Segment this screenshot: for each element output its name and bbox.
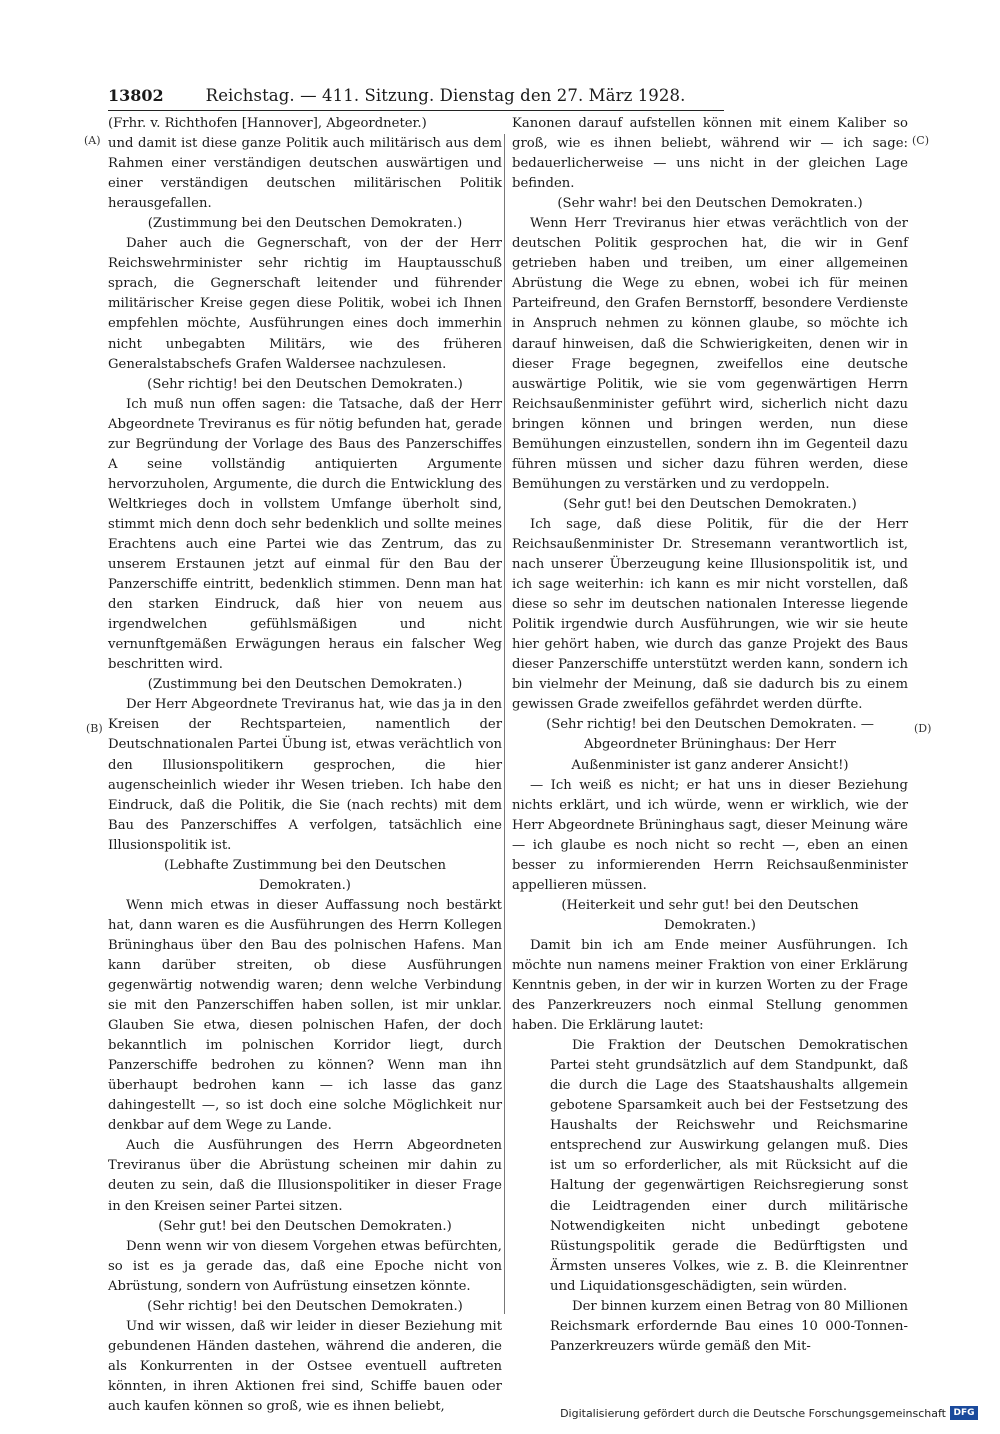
paragraph: und damit ist diese ganze Politik auch militärisch aus dem Rahmen einer verständigen deutschen auswärtigen und einer verständigen deutschen militärischen Politik herausgefallen. bbox=[108, 136, 502, 212]
paragraph: Damit bin ich am Ende meiner Ausführungen. Ich möchte nun namens meiner Fraktion von einer Erklärung Kenntnis geben, in der wir in kurzen Worten zu der Frage des Panzerkreuzers noch einmal Stellung genommen haben. Die Erklärung lautet: bbox=[512, 937, 908, 1034]
interjection: (Sehr richtig! bei den Deutschen Demokraten. — Abgeordneter Brüninghaus: Der Herr Außenminister ist ganz anderer Ansicht!) bbox=[546, 717, 874, 773]
paragraph: Daher auch die Gegnerschaft, von der der Herr Reichswehrminister sehr richtig im Hauptausschuß sprach, die Gegnerschaft leitender und führender militärischer Kreise gegen diese Politik, wobei ich Ihnen empfehlen möchte, Ausführungen eines doch immerhin nicht unbegabten Militärs, wie des früheren Generalstabschefs Grafen Waldersee nachzulesen. bbox=[108, 236, 502, 372]
margin-mark-a: (A) bbox=[84, 134, 101, 147]
interjection: (Sehr gut! bei den Deutschen Demokraten.) bbox=[563, 496, 857, 512]
speaker-line: (Frhr. v. Richthofen [Hannover], Abgeordneter.) bbox=[108, 116, 427, 131]
paragraph: Ich sage, daß diese Politik, für die der Herr Reichsaußenminister Dr. Stresemann verantwortlich ist, nach unserer Überzeugung keine Illusionspolitik ist, und ich sage weiterhin: ich kann es mir nicht vorstellen, daß diese so sehr im deutschen nationalen Interesse liegende Politik irgendwie durch Ausführungen, wie wir sie heute hier gehört haben, wie durch das ganze Projekt des Baus dieser Panzerschiffe unterstützt werden kann, sondern ich bin vielmehr der Meinung, daß sie dadurch bis zu einem gewissen Grade zweifellos gefährdet werden dürfte. bbox=[512, 516, 908, 713]
session-title: Reichstag. — 411. Sitzung. Dienstag den 27. März 1928. bbox=[205, 86, 686, 105]
interjection: (Zustimmung bei den Deutschen Demokraten.) bbox=[147, 216, 463, 232]
interjection: (Sehr richtig! bei den Deutschen Demokraten.) bbox=[147, 376, 463, 392]
left-column bbox=[108, 114, 502, 1417]
quoted-declaration: Die Fraktion der Deutschen Demokratischen Partei steht grundsätzlich auf dem Standpunkt, daß die durch die Lage des Staatshaushalts allgemein gebotene Sparsamkeit auch bei der Festsetzung des Haushalts der Reichswehr und Reichsmarine entsprechend zur Auswirkung gelangen muß. Dies ist um so erforderlicher, als mit Rücksicht auf die Haltung der gegenwärtigen Reichsregierung sonst die Leidtragenden einer durch militärische Notwendigkeiten nicht unbedingt gebotene Rüstungspolitik gerade die Bedürftigsten und Ärmsten unseres Volkes, wie z. B. die Kleinrentner und Liquidationsgeschädigten, sein würden. bbox=[550, 1038, 908, 1294]
interjection: (Zustimmung bei den Deutschen Demokraten.) bbox=[147, 677, 463, 693]
interjection: (Heiterkeit und sehr gut! bei den Deutschen Demokraten.) bbox=[561, 897, 859, 933]
footer-text: Digitalisierung gefördert durch die Deutsche Forschungsgemeinschaft bbox=[560, 1406, 946, 1420]
paragraph: Denn wenn wir von diesem Vorgehen etwas befürchten, so ist es ja gerade das, daß eine Epoche nicht von Abrüstung, sondern von Aufrüstung einsetzen könnte. bbox=[108, 1238, 502, 1294]
interjection: (Sehr gut! bei den Deutschen Demokraten.) bbox=[158, 1218, 452, 1234]
paragraph: Wenn Herr Treviranus hier etwas verächtlich von der deutschen Politik gesprochen hat, die wir in Genf getrieben haben und treiben, um einer allgemeinen Abrüstung die Wege zu ebnen, wobei ich für meinen Parteifreund, den Grafen Bernstorff, besondere Verdienste in Anspruch nehmen zu können glaube, so möchte ich darauf hinweisen, daß die Schwierigkeiten, denen wir in dieser Frage begegnen, zweifellos eine deutsche auswärtige Politik, wie sie vom gegenwärtigen Herrn Reichsaußenminister geführt wird, sicherlich nicht dazu bringen können und bringen werden, nun diese Bemühungen einzustellen, sondern ihn im Gegenteil dazu führen müssen und sicher dazu führen werden, diese Bemühungen zu verstärken und zu verdoppeln. bbox=[512, 216, 908, 492]
quoted-declaration: Der binnen kurzem einen Betrag von 80 Millionen Reichsmark erfordernde Bau eines 10 000-Tonnen-Panzerkreuzers würde gemäß den Mit- bbox=[550, 1298, 908, 1354]
digitization-footer bbox=[560, 1406, 978, 1420]
paragraph: Auch die Ausführungen des Herrn Abgeordneten Treviranus über die Abrüstung scheinen mir dahin zu deuten zu sein, daß die Illusionspolitiker in dieser Frage in den Kreisen seiner Partei sitzen. bbox=[108, 1138, 502, 1214]
right-column bbox=[512, 114, 908, 1357]
paragraph: Der Herr Abgeordnete Treviranus hat, wie das ja in den Kreisen der Rechtsparteien, namentlich der Deutschnationalen Partei Übung ist, etwas verächtlich von den Illusionspolitikern gesprochen, die hier augenscheinlich wieder ihr Wesen trieben. Ich habe den Eindruck, daß die Politik, die Sie (nach rechts) mit dem Bau des Panzerschiffes A verfolgen, tatsächlich eine Illusionspolitik ist. bbox=[108, 697, 502, 853]
page-number: 13802 bbox=[108, 86, 164, 105]
paragraph: — Ich weiß es nicht; er hat uns in dieser Beziehung nichts erklärt, und ich würde, wenn er wirklich, wie der Herr Abgeordnete Brüninghaus sagt, dieser Meinung wäre — ich glaube es noch nicht so recht —, eben an einen besser zu informierenden Herrn Reichsaußenminister appellieren müssen. bbox=[512, 777, 908, 893]
paragraph: Und wir wissen, daß wir leider in dieser Beziehung mit gebundenen Händen dastehen, während die anderen, die als Konkurrenten in der Ostsee eventuell auftreten könnten, in ihren Aktionen frei sind, Schiffe bauen oder auch kaufen können so groß, wie es ihnen beliebt, bbox=[108, 1318, 502, 1414]
interjection: (Sehr richtig! bei den Deutschen Demokraten.) bbox=[147, 1298, 463, 1314]
margin-mark-c: (C) bbox=[912, 134, 929, 147]
column-divider bbox=[504, 134, 505, 1314]
margin-mark-b: (B) bbox=[86, 722, 103, 735]
page-header bbox=[108, 86, 724, 111]
interjection: (Sehr wahr! bei den Deutschen Demokraten.) bbox=[557, 196, 863, 212]
interjection: (Lebhafte Zustimmung bei den Deutschen Demokraten.) bbox=[164, 857, 446, 893]
paragraph: Kanonen darauf aufstellen können mit einem Kaliber so groß, wie es ihnen beliebt, während wir — ich sage: bedauerlicherweise — uns nicht in der gleichen Lage befinden. bbox=[512, 116, 908, 192]
margin-mark-d: (D) bbox=[914, 722, 932, 735]
paragraph: Wenn mich etwas in dieser Auffassung noch bestärkt hat, dann waren es die Ausführungen des Herrn Kollegen Brüninghaus über den Bau des polnischen Hafens. Man kann darüber streiten, ob diese Ausführungen gegenwärtig notwendig waren; denn welche Verbindung sie mit den Panzerschiffen haben sollen, ist mir unklar. Glauben Sie etwa, diesen polnischen Hafen, der doch bekanntlich im polnischen Korridor liegt, durch Panzerschiffe bedrohen zu können? Wenn man ihn überhaupt bedrohen kann — ich lasse das ganz dahingestellt —, so ist doch eine solche Möglichkeit nur denkbar auf dem Wege zu Lande. bbox=[108, 897, 502, 1134]
paragraph: Ich muß nun offen sagen: die Tatsache, daß der Herr Abgeordnete Treviranus es für nötig befunden hat, gerade zur Begründung der Vorlage des Baus des Panzerschiffes A seine vollständig antiquierten Argumente hervorzuholen, Argumente, die durch die Entwicklung des Weltkrieges doch in vollstem Umfange überholt sind, stimmt mich denn doch sehr bedenklich und sollte meines Erachtens auch eine Partei wie das Zentrum, das zu unserem Erstaunen jetzt auf einmal für den Bau der Panzerschiffe eintritt, bedenklich stimmen. Denn man hat den starken Eindruck, daß hier von neuem aus irgendwelchen gefühlsmäßigen und nicht vernunftgemäßen Erwägungen heraus ein falscher Weg beschritten wird. bbox=[108, 396, 502, 673]
dfg-logo-icon: DFG bbox=[950, 1406, 978, 1420]
